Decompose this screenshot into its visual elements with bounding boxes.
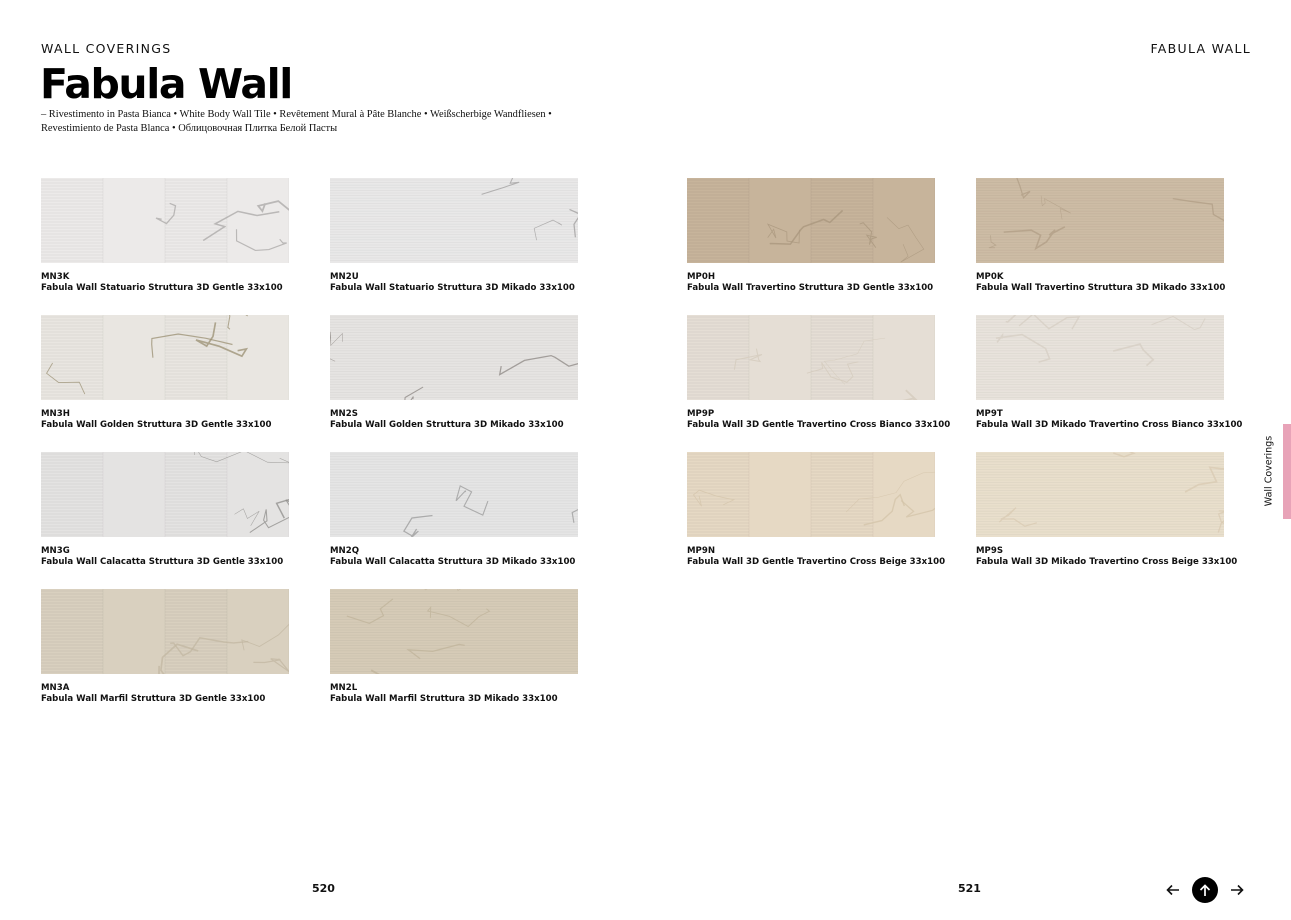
product-code: MP0K	[976, 272, 1004, 282]
arrow-up-icon[interactable]	[1192, 877, 1218, 903]
product-code: MP9S	[976, 546, 1004, 556]
tile-swatch[interactable]	[330, 452, 578, 537]
product-name[interactable]: Fabula Wall Statuario Struttura 3D Gentle 33x100	[41, 283, 283, 293]
product-name[interactable]: Fabula Wall 3D Gentle Travertino Cross Bianco 33x100	[687, 420, 951, 430]
product-name[interactable]: Fabula Wall Calacatta Struttura 3D Mikado 33x100	[330, 557, 576, 567]
tile-swatch[interactable]	[41, 589, 289, 674]
tile-swatch[interactable]	[687, 452, 935, 537]
section-label-right: FABULA WALL	[1150, 41, 1251, 56]
product-code: MP9N	[687, 546, 716, 556]
product-name[interactable]: Fabula Wall 3D Mikado Travertino Cross Bianco 33x100	[976, 420, 1243, 430]
product-name[interactable]: Fabula Wall Golden Struttura 3D Mikado 33x100	[330, 420, 564, 430]
tile-swatch[interactable]	[687, 315, 935, 400]
page-subtitle	[41, 108, 601, 135]
product-code: MN3H	[41, 409, 70, 419]
arrow-left-icon[interactable]	[1161, 878, 1185, 902]
product-name[interactable]: Fabula Wall Marfil Struttura 3D Mikado 33x100	[330, 694, 558, 704]
tile-swatch[interactable]	[41, 452, 289, 537]
product-name[interactable]: Fabula Wall Golden Struttura 3D Gentle 33x100	[41, 420, 272, 430]
tile-swatch[interactable]	[976, 315, 1224, 400]
product-code: MN2U	[330, 272, 359, 282]
tile-swatch[interactable]	[687, 178, 935, 263]
tile-swatch[interactable]	[41, 315, 289, 400]
section-label-left: WALL COVERINGS	[41, 41, 172, 56]
page-title: Fabula Wall	[40, 60, 292, 108]
tile-swatch[interactable]	[976, 452, 1224, 537]
product-code: MP9P	[687, 409, 715, 419]
product-code: MP0H	[687, 272, 716, 282]
product-name[interactable]: Fabula Wall Travertino Struttura 3D Mikado 33x100	[976, 283, 1226, 293]
product-name[interactable]: Fabula Wall 3D Gentle Travertino Cross Beige 33x100	[687, 557, 946, 567]
product-name[interactable]: Fabula Wall Statuario Struttura 3D Mikado 33x100	[330, 283, 575, 293]
page-number-right: 521	[958, 882, 981, 895]
tile-swatch[interactable]	[330, 589, 578, 674]
side-tab-marker	[1283, 424, 1291, 519]
page-number-left: 520	[312, 882, 335, 895]
arrow-right-icon[interactable]	[1225, 878, 1249, 902]
product-code: MN3G	[41, 546, 70, 556]
subtitle-line-1: – Rivestimento in Pasta Bianca • White Body Wall Tile • Revêtement Mural à Pâte Blanche • Weißscherbige Wandfliesen •	[41, 109, 552, 120]
subtitle-line-2: Revestimiento de Pasta Blanca • Облицовочная Плитка Белой Пасты	[41, 122, 338, 134]
product-code: MN2Q	[330, 546, 360, 556]
tile-swatch[interactable]	[330, 315, 578, 400]
product-name[interactable]: Fabula Wall 3D Mikado Travertino Cross Beige 33x100	[976, 557, 1238, 567]
product-name[interactable]: Fabula Wall Marfil Struttura 3D Gentle 33x100	[41, 694, 266, 704]
tile-swatch[interactable]	[330, 178, 578, 263]
product-name[interactable]: Fabula Wall Travertino Struttura 3D Gentle 33x100	[687, 283, 934, 293]
tile-swatch[interactable]	[976, 178, 1224, 263]
side-tab-label[interactable]: Wall Coverings	[1263, 435, 1275, 507]
product-code: MN3A	[41, 683, 70, 693]
product-code: MN2L	[330, 683, 358, 693]
product-name[interactable]: Fabula Wall Calacatta Struttura 3D Gentle 33x100	[41, 557, 284, 567]
product-code: MP9T	[976, 409, 1003, 419]
product-code: MN3K	[41, 272, 70, 282]
tile-swatch[interactable]	[41, 178, 289, 263]
product-code: MN2S	[330, 409, 358, 419]
